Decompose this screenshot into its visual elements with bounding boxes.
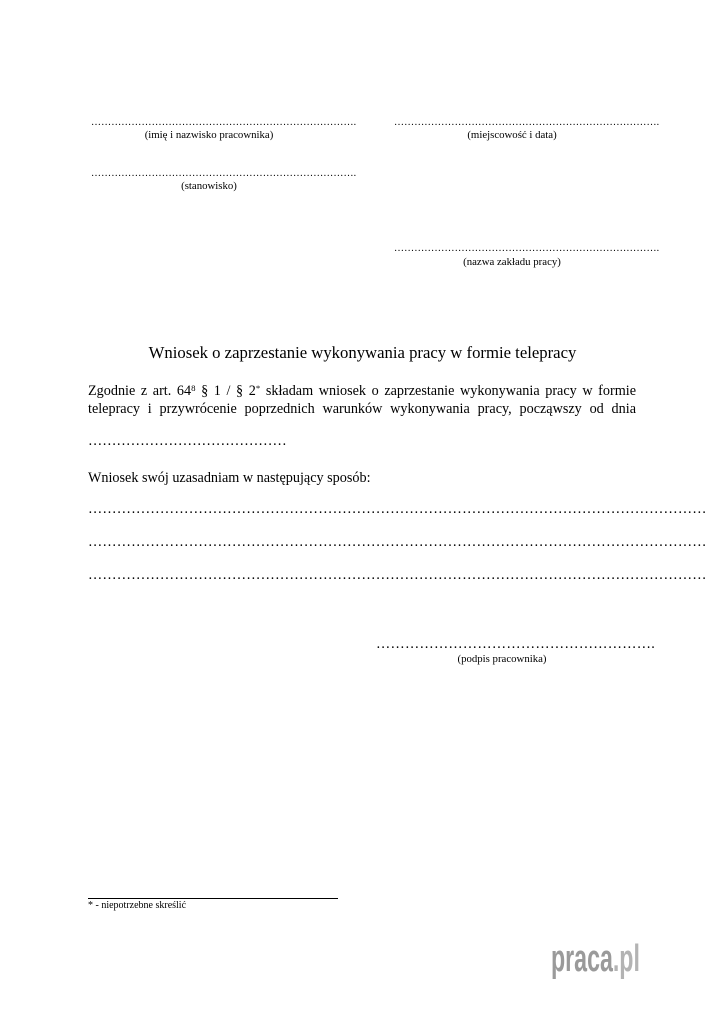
employee-name-caption: (imię i nazwisko pracownika)	[144, 128, 274, 141]
justification-intro: Wniosek swój uzasadniam w następujący sposób:	[88, 470, 371, 486]
signature-caption: (podpis pracownika)	[457, 652, 547, 665]
position-dotted-line: …………………………………………………………………….	[91, 167, 357, 179]
justification-dotted-line: …………………………………………………………………………………………………………………	[88, 534, 707, 550]
employer-caption: (nazwa zakładu pracy)	[463, 255, 561, 268]
footnote-text: - niepotrzebne skreślić	[93, 900, 187, 911]
praca-pl-logo	[551, 940, 643, 980]
position-caption: (stanowisko)	[181, 179, 237, 192]
employee-name-dotted-line: …………………………………………………………………….	[91, 116, 357, 128]
justification-dotted-line: …………………………………………………………………………………………………………………	[88, 501, 707, 517]
place-date-dotted-line: …………………………………………………………………….	[394, 116, 660, 128]
footnote	[88, 900, 186, 912]
request-text-continuation: składam wniosek o zaprzestanie wykonywania pracy w formie	[260, 383, 636, 399]
logo-name: praca	[551, 938, 613, 980]
request-text-line-2: telepracy i przywrócenie poprzednich warunków wykonywania pracy, począwszy od dnia	[88, 401, 636, 417]
employer-dotted-line: …………………………………………………………………….	[394, 242, 660, 254]
footnote-marker: *	[88, 900, 93, 911]
start-date-dotted-line: ……………………………………	[88, 433, 287, 449]
justification-dotted-line: …………………………………………………………………………………………………………………	[88, 567, 707, 583]
place-date-caption: (miejscowość i data)	[467, 128, 557, 141]
footnote-reference-marker: *	[255, 382, 261, 393]
request-text-paragraphs: § 1 / § 2	[195, 383, 256, 399]
article-superscript: 8	[191, 382, 196, 393]
request-text-start: Zgodnie z art. 64	[88, 383, 192, 399]
request-text-line-1	[88, 382, 636, 400]
logo-domain: .pl	[612, 938, 640, 980]
document-title: Wniosek o zaprzestanie wykonywania pracy w formie telepracy	[148, 343, 577, 362]
signature-dotted-line: ………………………………………………….	[376, 636, 656, 652]
footnote-separator	[88, 898, 338, 899]
